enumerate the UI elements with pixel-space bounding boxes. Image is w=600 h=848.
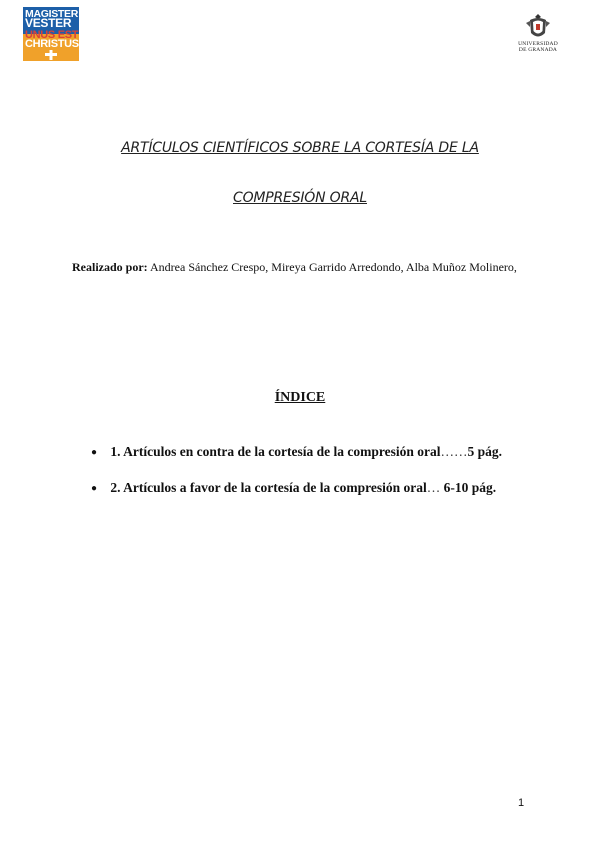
index-heading: ÍNDICE bbox=[274, 390, 326, 405]
document-title-line-2: COMPRESIÓN ORAL bbox=[233, 190, 367, 206]
index-item bbox=[91, 480, 496, 496]
logo-text-line: CHRISTUS bbox=[25, 38, 79, 50]
index-item-text: 2. Artículos a favor de la cortesía de la compresión oral bbox=[110, 480, 427, 495]
logo-text-line: DE GRANADA bbox=[518, 47, 558, 53]
bullet-icon: ● bbox=[91, 483, 98, 494]
logo-text-line: MAGISTER bbox=[25, 8, 79, 20]
coat-of-arms-icon bbox=[525, 13, 551, 41]
logo-text-line: VESTER bbox=[25, 16, 72, 30]
page-number: 1 bbox=[518, 797, 525, 809]
index-item-dots: … bbox=[426, 480, 444, 495]
index-item bbox=[91, 444, 502, 460]
index-item-pages: 6-10 pág. bbox=[443, 480, 497, 495]
logo-text-line: UNIVERSIDAD bbox=[518, 41, 558, 47]
document-title-line-1: ARTÍCULOS CIENTÍFICOS SOBRE LA CORTESÍA DE LA bbox=[121, 140, 479, 156]
bullet-icon: ● bbox=[91, 447, 98, 458]
logo-text-line: UNUS EST bbox=[25, 29, 79, 41]
logo-magister bbox=[23, 7, 79, 61]
authors-names: Andrea Sánchez Crespo, Mireya Garrido Arredondo, Alba Muñoz Molinero, bbox=[150, 260, 517, 274]
cross-icon bbox=[45, 50, 57, 60]
logo-universidad-granada bbox=[514, 13, 562, 61]
authors-label: Realizado por: bbox=[72, 260, 148, 274]
authors-line bbox=[72, 260, 517, 275]
index-item-text: 1. Artículos en contra de la cortesía de la compresión oral bbox=[110, 444, 441, 459]
index-item-pages: 5 pág. bbox=[467, 444, 502, 459]
index-item-dots: …… bbox=[440, 444, 468, 459]
